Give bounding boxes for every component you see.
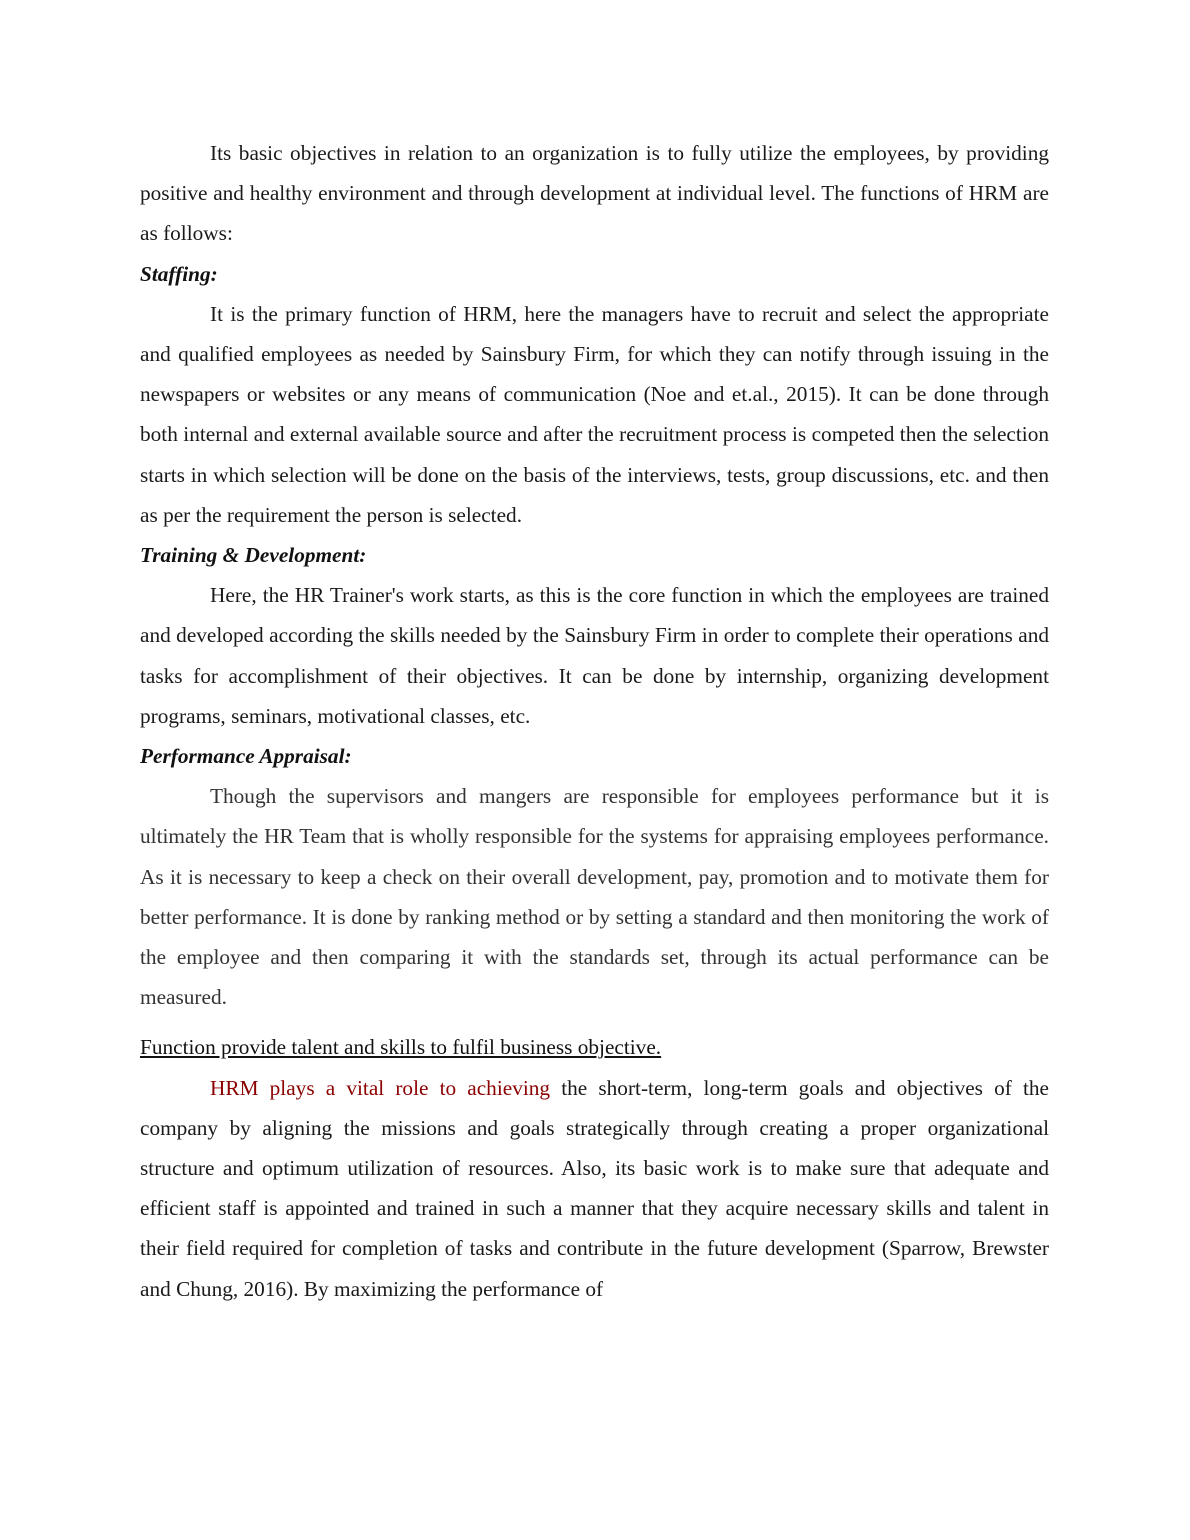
staffing-paragraph: It is the primary function of HRM, here the managers have to recruit and select the appropriate and qualified employees as needed by Sainsbury Firm, for which they can notify through issuing in the newspapers or websites or any means of communication (Noe and et.al., 2015). It can be done through both internal and external available source and after the recruitment process is competed then the selection starts in which selection will be done on the basis of the interviews, tests, group discussions, etc. and then as per the requirement the person is selected. [140, 301, 1049, 527]
staffing-heading: Staffing: [140, 261, 218, 286]
function-section-heading: Function provide talent and skills to fulfil business objective. [140, 1035, 662, 1060]
function-section-paragraph [140, 1068, 1049, 1309]
appraisal-paragraph: Though the supervisors and mangers are responsible for employees performance but it is ultimately the HR Team that is wholly responsible for the systems for appraising employees performance. As it is necessary to keep a check on their overall development, pay, promotion and to motivate them for better performance. It is done by ranking method or by setting a standard and then monitoring the work of the employee and then comparing it with the standards set, through its actual performance can be measured. [140, 784, 1049, 1010]
appraisal-heading: Performance Appraisal: [140, 744, 352, 769]
function-section-body: the short-term, long-term goals and objectives of the company by aligning the missions and goals strategically through creating a proper organizational structure and optimum utilization of resources. Also, its basic work is to make sure that adequate and efficient staff is appointed and trained in such a manner that they acquire necessary skills and talent in their field required for completion of tasks and contribute in the future development (Sparrow, Brewster and Chung, 2016). By maximizing the performance of [140, 1075, 1049, 1301]
document-body [140, 133, 1049, 1309]
training-heading: Training & Development: [140, 543, 367, 568]
highlighted-text: HRM plays a vital role to achieving [210, 1075, 551, 1100]
training-paragraph: Here, the HR Trainer's work starts, as this is the core function in which the employees are trained and developed according the skills needed by the Sainsbury Firm in order to complete their operations and tasks for accomplishment of their objectives. It can be done by internship, organizing development programs, seminars, motivational classes, etc. [140, 583, 1049, 728]
intro-paragraph: Its basic objectives in relation to an organization is to fully utilize the employees, by providing positive and healthy environment and through development at individual level. The functions of HRM are as follows: [140, 141, 1049, 246]
